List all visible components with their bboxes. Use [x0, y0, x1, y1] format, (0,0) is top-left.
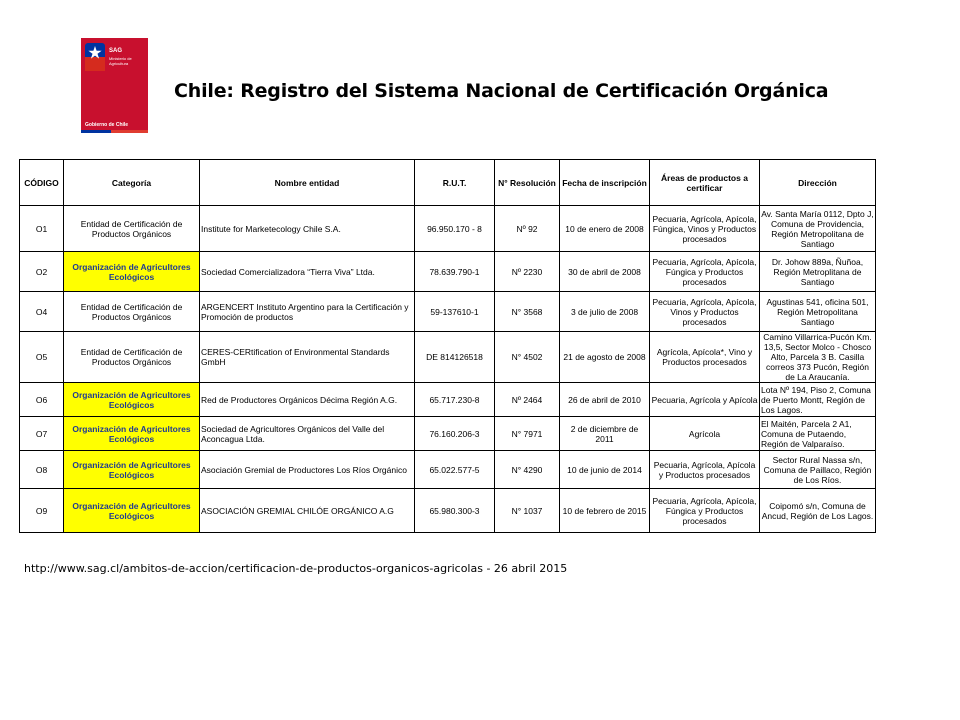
table-header-row [20, 160, 876, 206]
rut-cell: 65.717.230-8 [415, 383, 495, 417]
name-cell: ARGENCERT Instituto Argentino para la Certificación y Promoción de productos [200, 292, 415, 332]
category-cell: Entidad de Certificación de Productos Orgánicos [64, 332, 200, 383]
category-cell: Entidad de Certificación de Productos Orgánicos [64, 292, 200, 332]
table-row [20, 451, 876, 489]
rut-cell: 78.639.790-1 [415, 252, 495, 292]
resolution-cell: Nº 2230 [495, 252, 560, 292]
code-cell: O9 [20, 489, 64, 533]
sag-logo [81, 38, 148, 133]
name-cell: CERES-CERtification of Environmental Standards GmbH [200, 332, 415, 383]
address-cell: Sector Rural Nassa s/n, Comuna de Paillaco, Región de Los Ríos. [760, 451, 876, 489]
rut-cell: 96.950.170 - 8 [415, 206, 495, 252]
address-cell: Agustinas 541, oficina 501, Región Metropolitana Santiago [760, 292, 876, 332]
category-cell: Organización de Agricultores Ecológicos [64, 489, 200, 533]
table-row [20, 292, 876, 332]
category-cell: Organización de Agricultores Ecológicos [64, 383, 200, 417]
name-cell: Sociedad Comercializadora “Tierra Viva” Ltda. [200, 252, 415, 292]
logo-agency: SAG [109, 48, 123, 54]
date-cell: 10 de enero de 2008 [560, 206, 650, 252]
table-row [20, 417, 876, 451]
address-cell: Camino Villarrica-Pucón Km. 13,5, Sector Molco - Chosco Alto, Parcela 3 B. Casilla correos 373 Pucón, Región de La Araucanía. [760, 332, 876, 383]
logo-ministry: Ministerio de Agricultura [109, 56, 132, 66]
category-cell: Organización de Agricultores Ecológicos [64, 451, 200, 489]
category-cell: Entidad de Certificación de Productos Orgánicos [64, 206, 200, 252]
chile-shield-icon [84, 42, 106, 72]
address-cell: Lota Nº 194, Piso 2, Comuna de Puerto Montt, Región de Los Lagos. [760, 383, 876, 417]
date-cell: 21 de agosto de 2008 [560, 332, 650, 383]
areas-cell: Pecuaria, Agrícola y Apícola [650, 383, 760, 417]
table-row [20, 489, 876, 533]
rut-cell: DE 814126518 [415, 332, 495, 383]
areas-cell: Pecuaria, Agrícola, Apícola y Productos procesados [650, 451, 760, 489]
header-cell: Áreas de productos a certificar [650, 160, 760, 206]
header-cell: Dirección [760, 160, 876, 206]
address-cell: Av. Santa María 0112, Dpto J, Comuna de Providencia, Región Metropolitana de Santiago [760, 206, 876, 252]
date-cell: 30 de abril de 2008 [560, 252, 650, 292]
source-link: http://www.sag.cl/ambitos-de-accion/certificacion-de-productos-organicos-agricolas - 26 abril 2015 [24, 562, 568, 575]
code-cell: O7 [20, 417, 64, 451]
areas-cell: Agrícola, Apícola*, Vino y Productos procesados [650, 332, 760, 383]
table-row [20, 383, 876, 417]
resolution-cell: Nº 2464 [495, 383, 560, 417]
code-cell: O2 [20, 252, 64, 292]
registry-table [19, 159, 876, 533]
page-title: Chile: Registro del Sistema Nacional de Certificación Orgánica [174, 80, 829, 102]
address-cell: Dr. Johow 889a, Ñuñoa, Región Metroplitana de Santiago [760, 252, 876, 292]
resolution-cell: N° 1037 [495, 489, 560, 533]
rut-cell: 76.160.206-3 [415, 417, 495, 451]
resolution-cell: N° 4290 [495, 451, 560, 489]
name-cell: Institute for Marketecology Chile S.A. [200, 206, 415, 252]
areas-cell: Pecuaria, Agrícola, Apícola, Fúngica, Vinos y Productos procesados [650, 206, 760, 252]
code-cell: O6 [20, 383, 64, 417]
date-cell: 10 de febrero de 2015 [560, 489, 650, 533]
areas-cell: Agrícola [650, 417, 760, 451]
code-cell: O4 [20, 292, 64, 332]
resolution-cell: N° 7971 [495, 417, 560, 451]
address-cell: El Maitén, Parcela 2 A1, Comuna de Putaendo, Región de Valparaíso. [760, 417, 876, 451]
areas-cell: Pecuaria, Agrícola, Apícola, Fúngica y Productos procesados [650, 489, 760, 533]
category-cell: Organización de Agricultores Ecológicos [64, 417, 200, 451]
code-cell: O5 [20, 332, 64, 383]
table-row [20, 206, 876, 252]
code-cell: O8 [20, 451, 64, 489]
header-cell: CÓDIGO [20, 160, 64, 206]
name-cell: ASOCIACIÓN GREMIAL CHILÓE ORGÁNICO A.G [200, 489, 415, 533]
table-row [20, 332, 876, 383]
header-cell: Fecha de inscripción [560, 160, 650, 206]
logo-flag-stripe-red [111, 130, 148, 133]
name-cell: Red de Productores Orgánicos Décima Región A.G. [200, 383, 415, 417]
table-row [20, 252, 876, 292]
header-cell: Nombre entidad [200, 160, 415, 206]
header-cell: N° Resolución [495, 160, 560, 206]
code-cell: O1 [20, 206, 64, 252]
date-cell: 3 de julio de 2008 [560, 292, 650, 332]
date-cell: 26 de abril de 2010 [560, 383, 650, 417]
date-cell: 2 de diciembre de 2011 [560, 417, 650, 451]
rut-cell: 65.980.300-3 [415, 489, 495, 533]
rut-cell: 59-137610-1 [415, 292, 495, 332]
date-cell: 10 de junio de 2014 [560, 451, 650, 489]
areas-cell: Pecuaria, Agrícola, Apícola, Fúngica y Productos procesados [650, 252, 760, 292]
name-cell: Sociedad de Agricultores Orgánicos del Valle del Aconcagua Ltda. [200, 417, 415, 451]
header-cell: Categoría [64, 160, 200, 206]
resolution-cell: Nº 92 [495, 206, 560, 252]
rut-cell: 65.022.577-5 [415, 451, 495, 489]
resolution-cell: N° 4502 [495, 332, 560, 383]
logo-flag-stripe-blue [81, 130, 111, 133]
resolution-cell: N° 3568 [495, 292, 560, 332]
logo-government: Gobierno de Chile [85, 122, 129, 128]
address-cell: Coipomó s/n, Comuna de Ancud, Región de Los Lagos. [760, 489, 876, 533]
header-cell: R.U.T. [415, 160, 495, 206]
areas-cell: Pecuaria, Agrícola, Apícola, Vinos y Productos procesados [650, 292, 760, 332]
category-cell: Organización de Agricultores Ecológicos [64, 252, 200, 292]
name-cell: Asociación Gremial de Productores Los Ríos Orgánico [200, 451, 415, 489]
